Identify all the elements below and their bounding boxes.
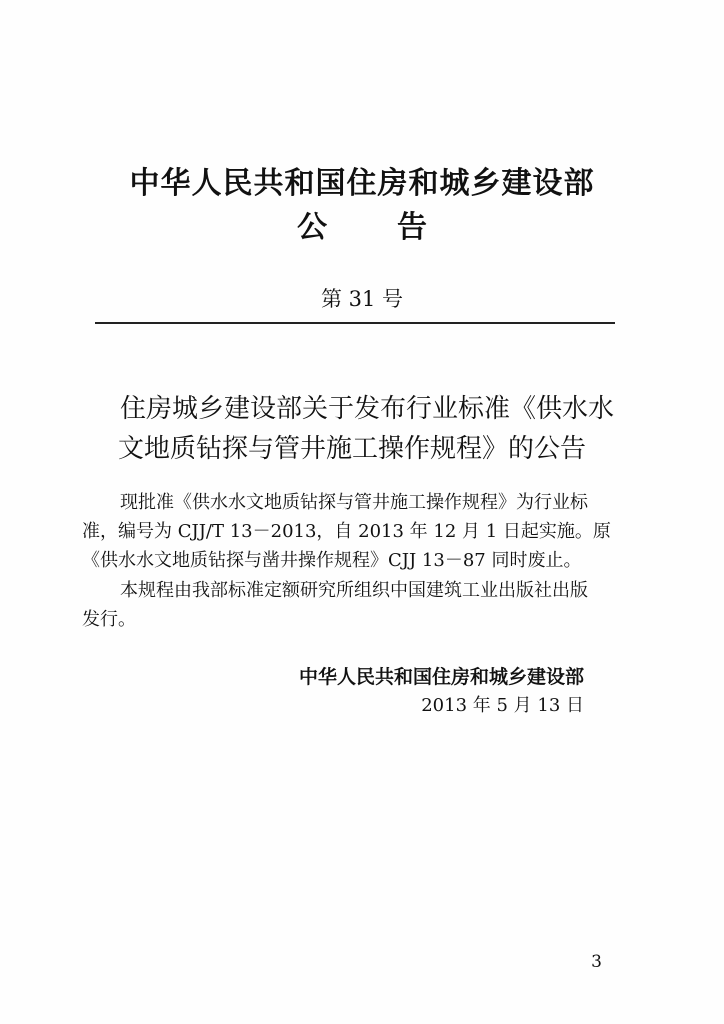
subject-line-2: 文地质钻探与管井施工操作规程》的公告 bbox=[117, 434, 586, 464]
paragraph-line: 准，编号为 CJJ/T 13－2013，自 2013 年 12 月 1 日起实施。原 bbox=[82, 521, 611, 542]
page-number: 3 bbox=[591, 952, 602, 972]
announcement-heading-right: 告 bbox=[397, 210, 427, 245]
signature-date: 2013 年 5 月 13 日 bbox=[421, 695, 584, 716]
body-paragraph-1 bbox=[82, 488, 622, 575]
paragraph-line: 现批准《供水水文地质钻探与管井施工操作规程》为行业标 bbox=[120, 492, 588, 513]
paragraph-line: 发行。 bbox=[82, 609, 136, 630]
announcement-number: 第 31 号 bbox=[320, 287, 404, 311]
body-paragraph-2 bbox=[82, 576, 622, 634]
header-divider bbox=[95, 322, 615, 324]
ministry-title: 中华人民共和国住房和城乡建设部 bbox=[129, 166, 595, 201]
paragraph-line: 本规程由我部标准定额研究所组织中国建筑工业出版社出版 bbox=[120, 580, 588, 601]
announcement-heading-left: 公 bbox=[297, 210, 327, 245]
signature-issuer: 中华人民共和国住房和城乡建设部 bbox=[298, 666, 584, 688]
subject-line-1: 住房城乡建设部关于发布行业标准《供水水 bbox=[119, 394, 614, 424]
paragraph-line: 《供水水文地质钻探与凿井操作规程》CJJ 13－87 同时废止。 bbox=[82, 550, 582, 571]
announcement-heading bbox=[0, 202, 724, 246]
